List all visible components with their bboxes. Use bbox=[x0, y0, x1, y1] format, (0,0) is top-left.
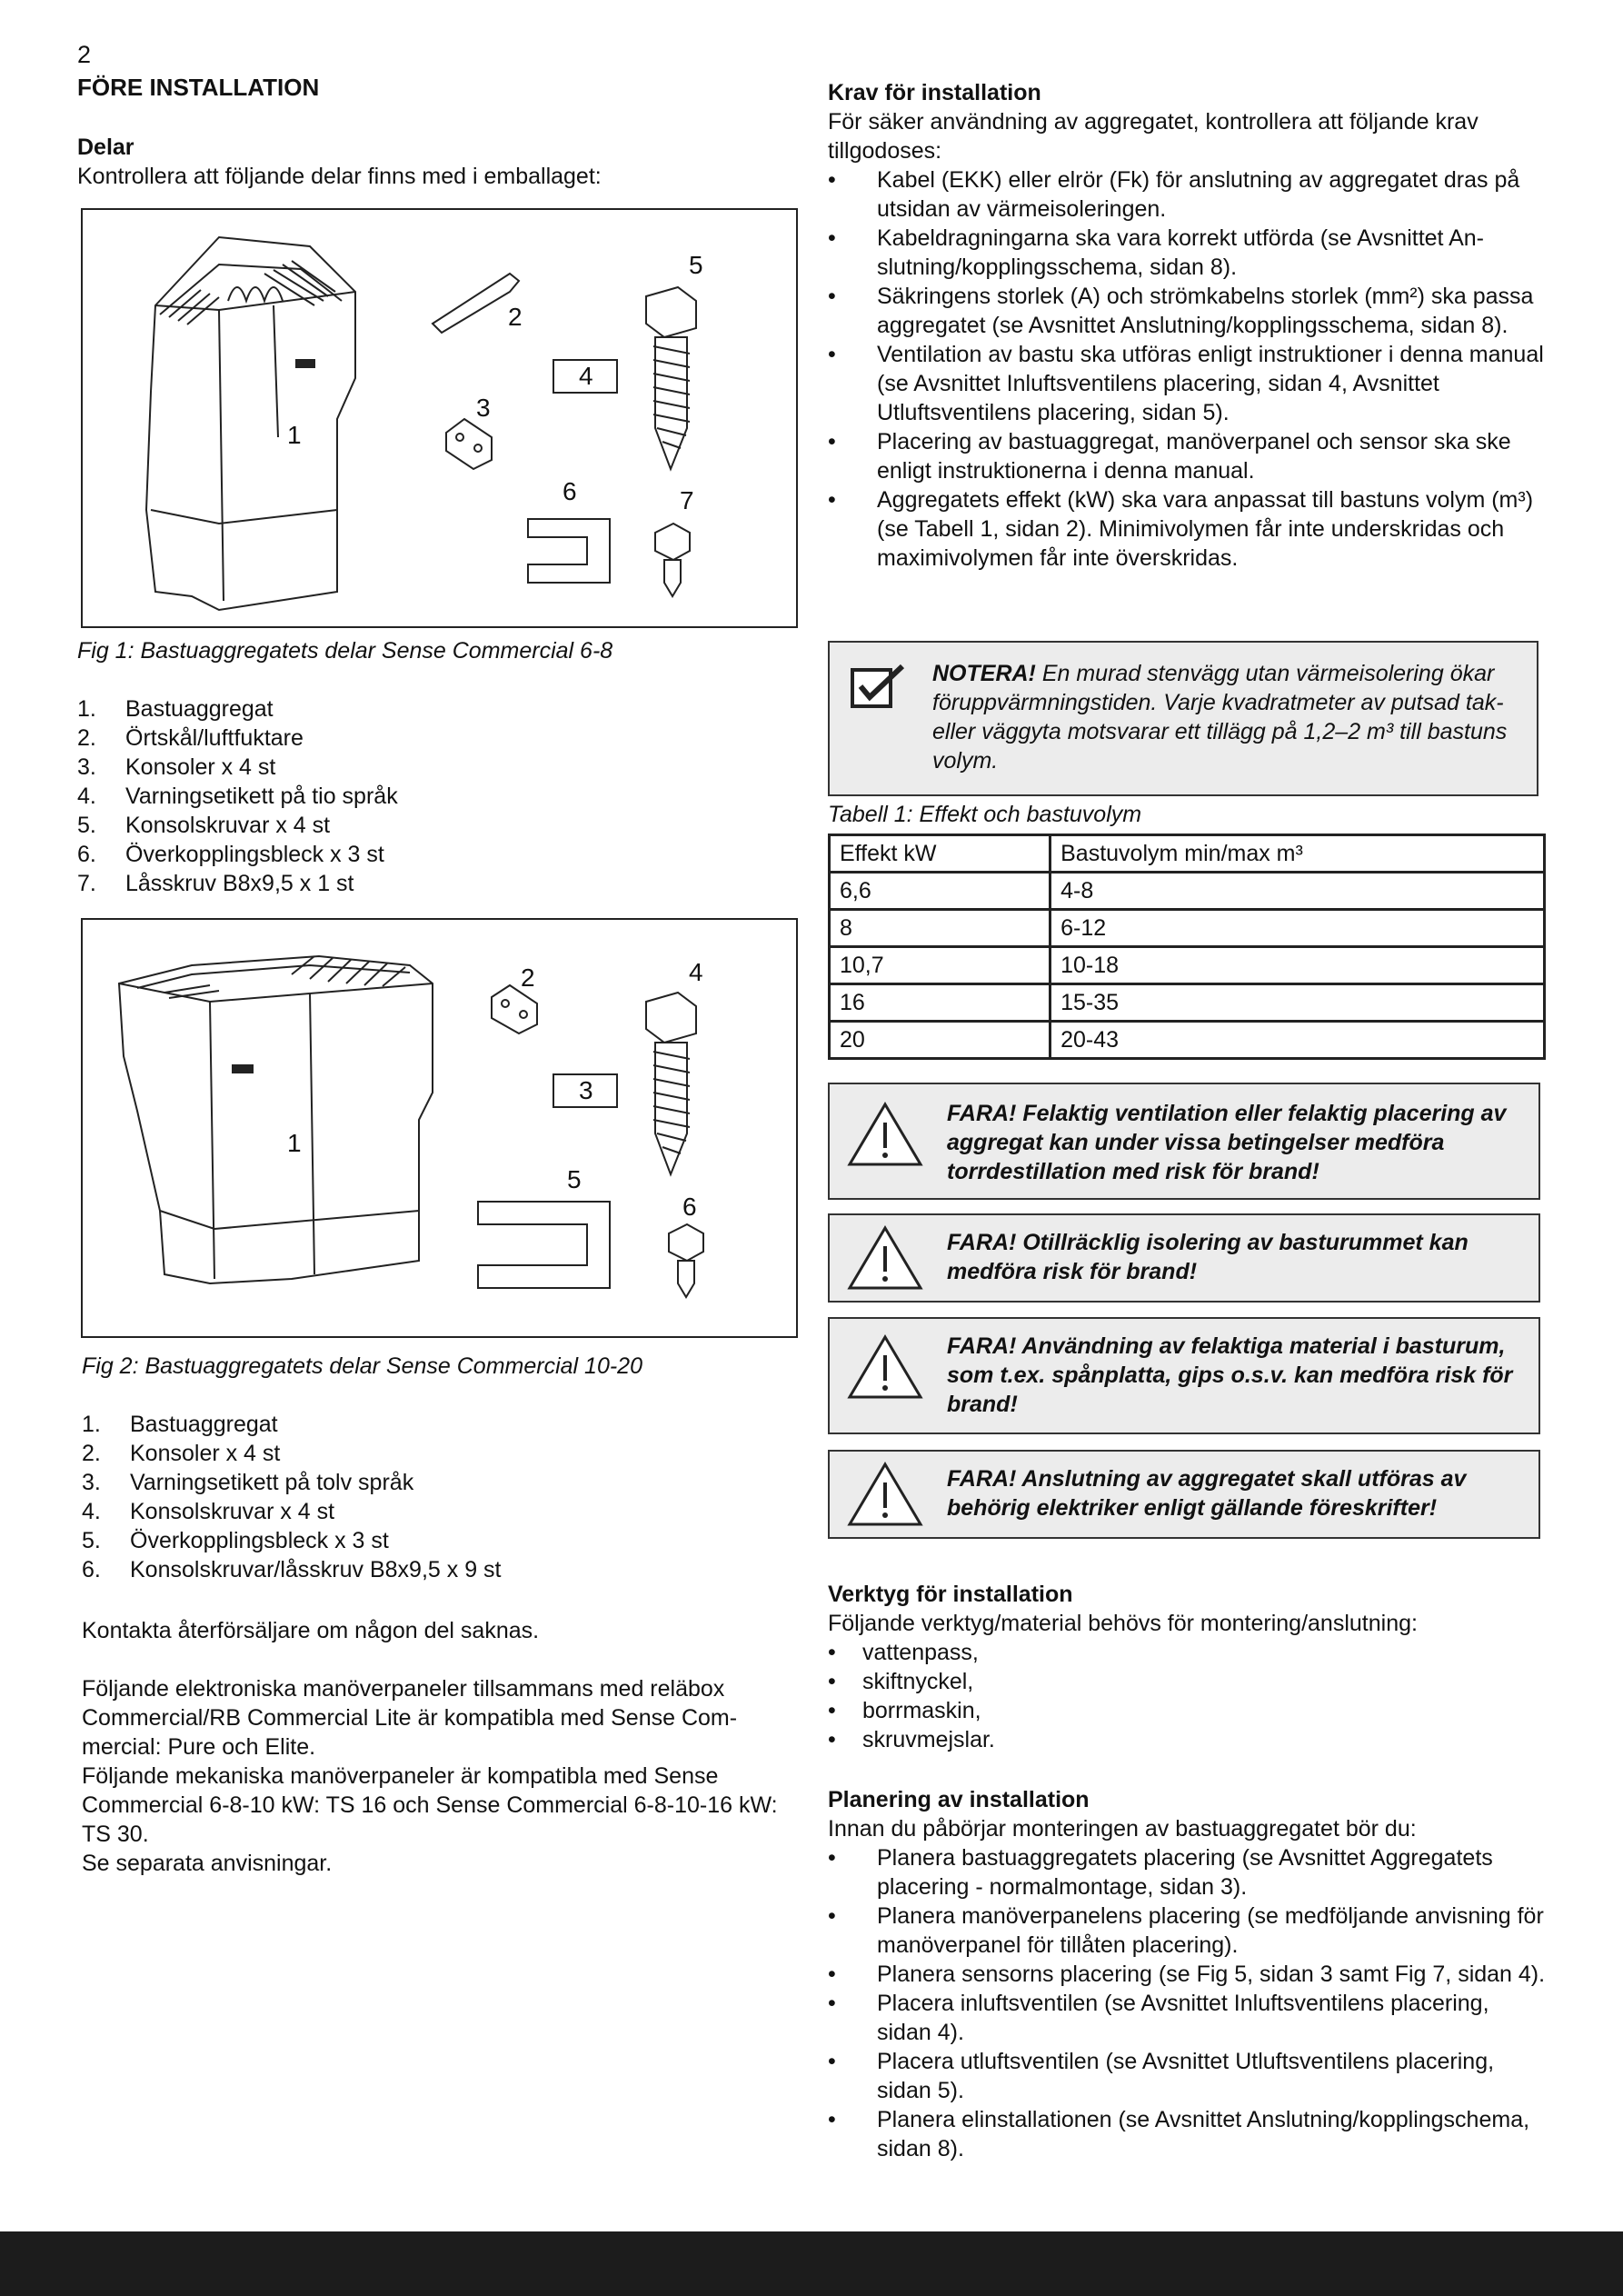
verktyg-intro: Följande verktyg/material behövs för montering/anslutning: bbox=[828, 1611, 1418, 1636]
effect-volume-table bbox=[828, 834, 1546, 1060]
section-title: FÖRE INSTALLATION bbox=[77, 74, 320, 101]
list-item: 7. Låsskruv B8x9,5 x 1 st bbox=[77, 871, 354, 896]
table-cell: 8 bbox=[830, 910, 1050, 947]
warning-text: FARA! Otillräcklig isolering av basturummet kan medföra risk för brand! bbox=[947, 1230, 1469, 1284]
list-item: 6. Överkopplingsbleck x 3 st bbox=[77, 842, 384, 867]
figure-1 bbox=[81, 208, 798, 628]
table-caption: Tabell 1: Effekt och bastuvolym bbox=[828, 802, 1142, 827]
krav-heading: Krav för installation bbox=[828, 80, 1041, 105]
fig2-parts-list bbox=[82, 1410, 502, 1584]
list-item: 3. Varningsetikett på tolv språk bbox=[82, 1470, 414, 1495]
fig1-label: 1 bbox=[287, 421, 302, 449]
note-text bbox=[932, 659, 1509, 775]
list-item: • vattenpass, bbox=[828, 1638, 1546, 1667]
list-item: • Planera elinstallationen (se Avsnittet Anslutning/kopplingschema, sidan 8). bbox=[828, 2105, 1546, 2163]
verktyg-heading: Verktyg för installation bbox=[828, 1582, 1073, 1607]
verktyg-list bbox=[828, 1638, 1546, 1754]
figure-2-caption: Fig 2: Bastuaggregatets delar Sense Commercial 10-20 bbox=[82, 1353, 642, 1379]
planering-heading: Planering av installation bbox=[828, 1787, 1090, 1812]
list-item: 2. Konsoler x 4 st bbox=[82, 1441, 281, 1466]
fig2-label: 2 bbox=[521, 963, 535, 992]
list-item: 2. Örtskål/luftfuktare bbox=[77, 725, 304, 751]
planering-intro: Innan du påbörjar monteringen av bastuaggregatet bör du: bbox=[828, 1816, 1417, 1842]
list-item: • Placering av bastuaggregat, manöverpanel och sensor ska ske enligt instruktionerna i denna manual. bbox=[828, 427, 1546, 485]
fig2-label: 4 bbox=[689, 958, 703, 986]
fig1-label: 4 bbox=[579, 362, 593, 390]
list-item: 1. Bastuaggregat bbox=[77, 696, 274, 722]
fig2-label: 5 bbox=[567, 1165, 582, 1193]
warning-box bbox=[828, 1450, 1540, 1539]
warning-text: FARA! Användning av felaktiga material i basturum, som t.ex. spånplatta, gips o.s.v. kan medföra risk för brand! bbox=[947, 1333, 1513, 1417]
list-item: • Ventilation av bastu ska utföras enligt instruktioner i denna manual (se Avsnittet Inluftsventilens placering, sidan 4, Avsnittet Utluftsventilens placering, sidan 5). bbox=[828, 340, 1546, 427]
list-item: • Placera utluftsventilen (se Avsnittet Utluftsventilens placering, sidan 5). bbox=[828, 2047, 1546, 2105]
delar-section bbox=[77, 133, 804, 191]
warning-text: FARA! Anslutning av aggregatet skall utföras av behörig elektriker enligt gällande föreskrifter! bbox=[947, 1466, 1467, 1521]
fig1-label: 7 bbox=[680, 486, 694, 514]
table-cell: 10,7 bbox=[830, 947, 1050, 984]
table-cell: 20-43 bbox=[1050, 1022, 1545, 1059]
contact-text: Kontakta återförsäljare om någon del saknas. bbox=[82, 1618, 540, 1643]
fig1-label: 2 bbox=[508, 303, 523, 331]
krav-list bbox=[828, 165, 1546, 573]
warning-triangle-icon bbox=[846, 1224, 924, 1292]
compat-paragraph: Följande mekaniska manöverpaneler är kompatibla med Sense Commercial 6-8-10 kW: TS 16 och Sense Commercial 6-8-10-16 kW: TS 30. bbox=[82, 1763, 778, 1847]
list-item: • skruvmejslar. bbox=[828, 1725, 1546, 1754]
table-row bbox=[830, 947, 1545, 984]
list-item: • Planera manöverpanelens placering (se medföljande anvisning för manöverpanel för tillåten placering). bbox=[828, 1902, 1546, 1960]
warning-triangle-icon bbox=[846, 1101, 924, 1168]
warning-box bbox=[828, 1213, 1540, 1303]
table-row bbox=[830, 984, 1545, 1022]
planering-list bbox=[828, 1843, 1546, 2163]
figure-2 bbox=[81, 918, 798, 1338]
note-box bbox=[828, 641, 1538, 796]
fig2-label: 6 bbox=[682, 1193, 697, 1221]
fig1-label: 3 bbox=[476, 394, 491, 422]
warning-box bbox=[828, 1317, 1540, 1434]
table-row bbox=[830, 873, 1545, 910]
krav-intro: För säker användning av aggregatet, kontrollera att följande krav tillgodoses: bbox=[828, 109, 1479, 164]
verktyg-section bbox=[828, 1580, 1546, 1754]
note-body: En murad stenvägg utan värmeisolering ökar föruppvärmningstiden. Varje kvadratmeter av putsad tak- eller väggyta motsvarar ett tillägg på 1,2–2 m³ till bastuns volym. bbox=[932, 661, 1508, 774]
table-row bbox=[830, 910, 1545, 947]
table-cell: 16 bbox=[830, 984, 1050, 1022]
list-item: 4. Konsolskruvar x 4 st bbox=[82, 1499, 335, 1524]
krav-section bbox=[828, 78, 1546, 573]
list-item: • Kabel (EKK) eller elrör (Fk) för anslutning av aggregatet dras på utsidan av värmeisoleringen. bbox=[828, 165, 1546, 224]
list-item: • Planera bastuaggregatets placering (se Avsnittet Aggregatets placering - normalmontage, sidan 3). bbox=[828, 1843, 1546, 1902]
table-header: Effekt kW bbox=[830, 835, 1050, 873]
fig1-label: 5 bbox=[689, 251, 703, 279]
table-cell: 15-35 bbox=[1050, 984, 1545, 1022]
list-item: 3. Konsoler x 4 st bbox=[77, 754, 276, 780]
table-cell: 4-8 bbox=[1050, 873, 1545, 910]
planering-section bbox=[828, 1785, 1546, 2163]
list-item: • skiftnyckel, bbox=[828, 1667, 1546, 1696]
table-cell: 20 bbox=[830, 1022, 1050, 1059]
delar-intro: Kontrollera att följande delar finns med i emballaget: bbox=[77, 164, 602, 189]
warning-triangle-icon bbox=[846, 1333, 924, 1401]
compat-paragraph: Se separata anvisningar. bbox=[82, 1851, 333, 1876]
checkbox-icon bbox=[850, 663, 906, 710]
list-item: 5. Överkopplingsbleck x 3 st bbox=[82, 1528, 389, 1553]
list-item: • Aggregatets effekt (kW) ska vara anpassat till bastuns volym (m³) (se Tabell 1, sidan 2). Minimivolymen får inte underskridas och maximivolymen får inte överskridas. bbox=[828, 485, 1546, 573]
fig2-label: 1 bbox=[287, 1129, 302, 1157]
fig1-parts-list bbox=[77, 694, 398, 898]
table-header: Bastuvolym min/max m³ bbox=[1050, 835, 1545, 873]
list-item: • borrmaskin, bbox=[828, 1696, 1546, 1725]
warning-box bbox=[828, 1083, 1540, 1200]
compat-paragraph: Följande elektroniska manöverpaneler tillsammans med reläbox Commercial/RB Commercial Lite är kompatibla med Sense Commercial: Pure och Elite. bbox=[82, 1676, 738, 1760]
list-item: 5. Konsolskruvar x 4 st bbox=[77, 813, 331, 838]
figure-1-caption: Fig 1: Bastuaggregatets delar Sense Commercial 6-8 bbox=[77, 638, 613, 664]
table-header-row bbox=[830, 835, 1545, 873]
delar-heading: Delar bbox=[77, 135, 134, 160]
list-item: 4. Varningsetikett på tio språk bbox=[77, 784, 398, 809]
fig2-label: 3 bbox=[579, 1076, 593, 1104]
warning-triangle-icon bbox=[846, 1461, 924, 1528]
compatibility-text bbox=[82, 1674, 800, 1878]
list-item: • Säkringens storlek (A) och strömkabelns storlek (mm²) ska passa aggregatet (se Avsnittet Anslutning/kopplingsschema, sidan 8). bbox=[828, 282, 1546, 340]
list-item: • Planera sensorns placering (se Fig 5, sidan 3 samt Fig 7, sidan 4). bbox=[828, 1960, 1546, 1989]
fig1-label: 6 bbox=[563, 477, 577, 505]
page-number: 2 bbox=[77, 41, 92, 68]
note-label: NOTERA! bbox=[932, 661, 1036, 686]
list-item: 6. Konsolskruvar/låsskruv B8x9,5 x 9 st bbox=[82, 1557, 502, 1582]
footer-bar bbox=[0, 2231, 1623, 2296]
list-item: • Kabeldragningarna ska vara korrekt utförda (se Avsnittet Anslutning/kopplingsschema, sidan 8). bbox=[828, 224, 1546, 282]
table-cell: 10-18 bbox=[1050, 947, 1545, 984]
warning-text: FARA! Felaktig ventilation eller felaktig placering av aggregat kan under vissa betingelser medföra torrdestillation med risk för brand! bbox=[947, 1101, 1507, 1184]
table-cell: 6-12 bbox=[1050, 910, 1545, 947]
table-row bbox=[830, 1022, 1545, 1059]
list-item: 1. Bastuaggregat bbox=[82, 1412, 278, 1437]
table-cell: 6,6 bbox=[830, 873, 1050, 910]
list-item: • Placera inluftsventilen (se Avsnittet Inluftsventilens placering, sidan 4). bbox=[828, 1989, 1546, 2047]
